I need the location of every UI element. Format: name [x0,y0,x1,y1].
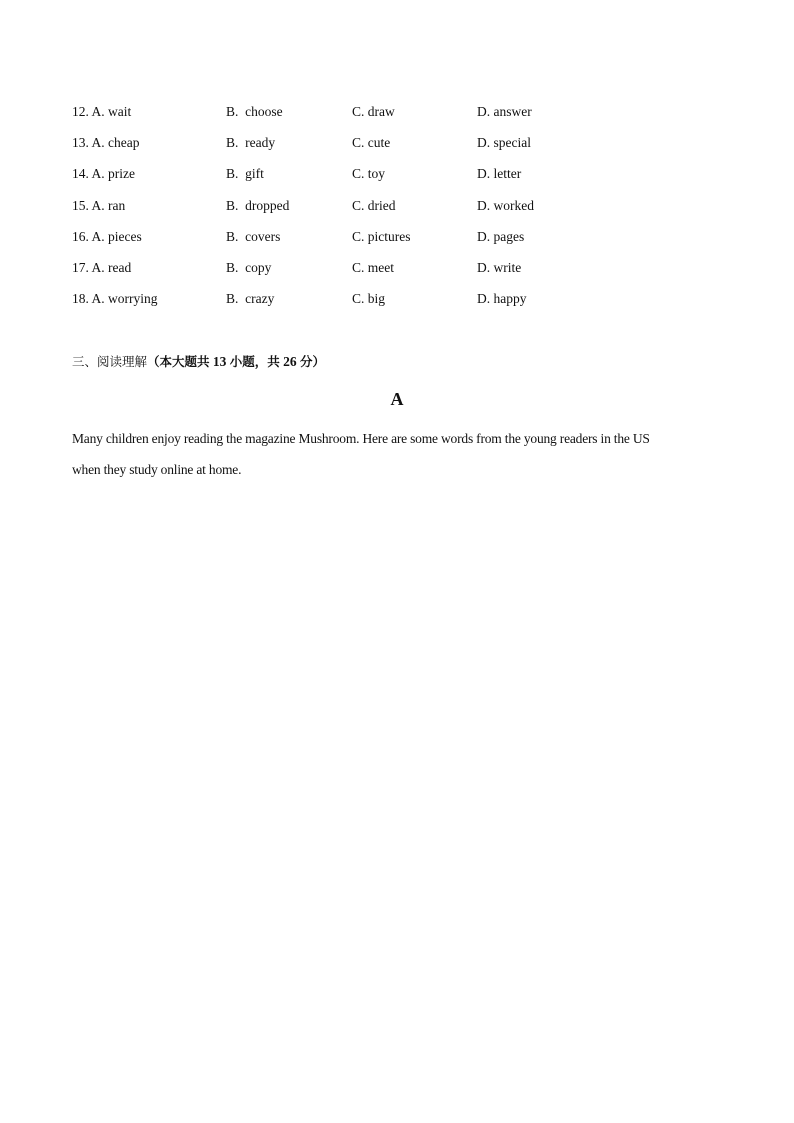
option-a: 15. A. ran [72,197,126,213]
question-row [72,132,712,163]
option-b: B. gift [226,166,264,182]
option-d: D. answer [477,104,532,119]
question-row [72,163,712,194]
option-c: C. dried [352,197,396,213]
question-row [72,101,712,132]
question-row [72,288,712,319]
option-a: 12. A. wait [72,104,132,119]
question-row [72,257,712,288]
passage-line: Many children enjoy reading the magazine Mushroom. Here are some words from the young readers in the US [72,431,650,446]
option-d: D. happy [477,291,527,307]
option-b: B. covers [226,228,281,244]
section-heading [72,351,325,373]
option-d: D. special [477,135,531,151]
option-b: B. crazy [226,291,275,307]
question-row [72,226,712,257]
option-c: C. pictures [352,228,411,244]
question-row [72,195,712,226]
section-suffix: 分） [300,354,326,369]
section-prefix: 三、阅读理解 [72,354,148,369]
option-b: B. copy [226,259,272,275]
option-c: C. toy [352,166,386,182]
passage-title: A [390,389,404,409]
option-c: C. big [352,291,386,307]
section-mid: 小题，共 [229,354,280,369]
option-a: 13. A. cheap [72,135,140,151]
option-c: C. cute [352,135,391,151]
section-count: 13 [212,354,227,369]
option-b: B. ready [226,135,276,151]
option-d: D. letter [477,166,522,182]
option-b: B. choose [226,104,283,119]
option-a: 18. A. worrying [72,291,158,307]
multiple-choice-options [72,101,712,319]
option-a: 14. A. prize [72,166,135,182]
passage-line: when they study online at home. [72,462,242,477]
option-b: B. dropped [226,197,290,213]
section-paren-open: （本大题共 [147,354,210,369]
option-c: C. draw [352,104,395,119]
option-c: C. meet [352,259,395,275]
option-a: 16. A. pieces [72,228,142,244]
section-score: 26 [283,354,297,369]
option-d: D. worked [477,197,534,213]
option-d: D. write [477,259,522,275]
option-d: D. pages [477,228,525,244]
option-a: 17. A. read [72,259,132,275]
passage-text [72,423,722,485]
